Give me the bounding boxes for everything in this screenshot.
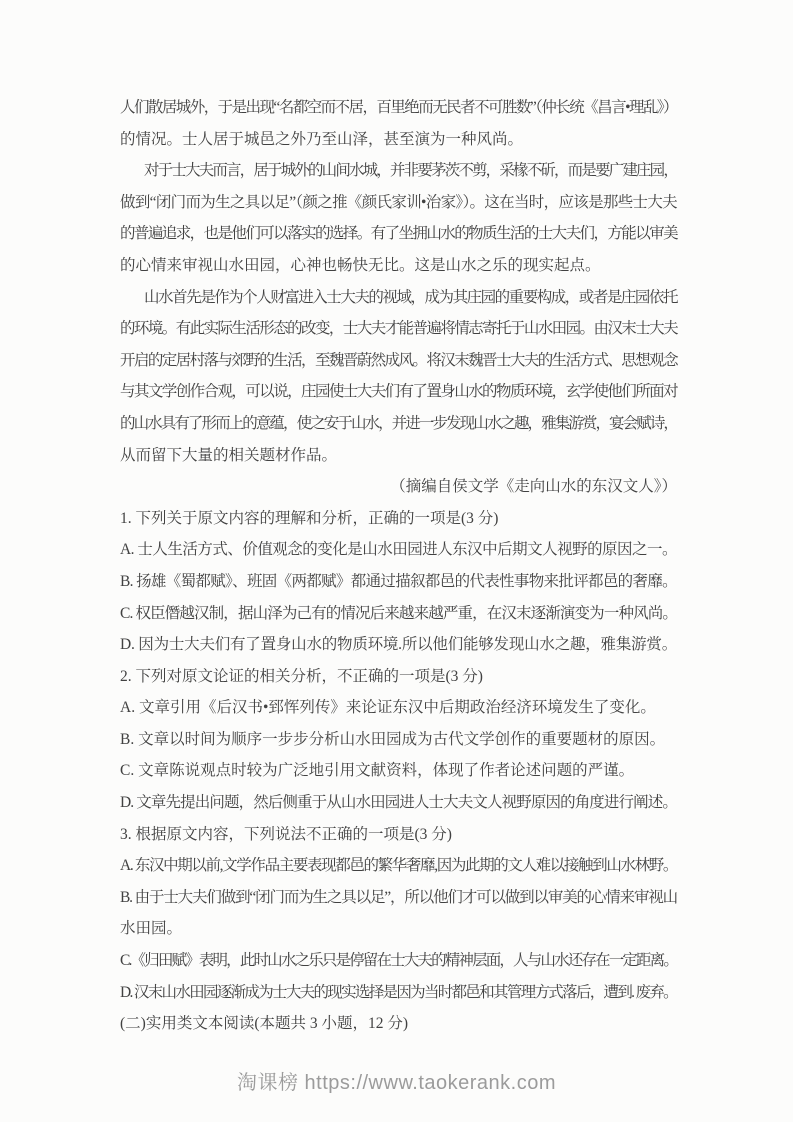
text-line-content: 的山水具有了形而上的意蕴，使之安于山水，并进一步发现山水之趣，雅集游赏，宴会赋诗， bbox=[120, 414, 677, 432]
text-line-content: C.《归田赋》表明，此时山水之乐只是停留在士大夫的精神层面，人与山水还存在一定距离。 bbox=[120, 952, 677, 970]
text-line bbox=[120, 882, 677, 914]
text-line-content: B. 由于士大夫们做到“闭门而为生之具以足”，所以他们才可以做到以审美的心情来审视山 bbox=[120, 888, 677, 906]
text-line-content: B. 文章以时间为顺序一步步分析山水田园成为古代文学创作的重要题材的原因。 bbox=[120, 730, 666, 748]
document-body bbox=[120, 92, 677, 1040]
text-line-content: 的环境。有此实际生活形态的改变，士大夫才能普遍将情志寄托于山水田园。由汉末士大夫 bbox=[120, 320, 677, 338]
text-line-content: C. 权臣僭越汉制，据山泽为己有的情况后来越来越严重，在汉末逐渐演变为一种风尚。 bbox=[120, 604, 677, 622]
text-line-content: 的普遍追求，也是他们可以落实的选择。有了坐拥山水的物质生活的士大夫们，方能以审美 bbox=[120, 225, 677, 243]
text-line bbox=[120, 724, 677, 756]
text-line bbox=[120, 913, 677, 945]
text-line bbox=[120, 313, 677, 345]
text-line bbox=[120, 819, 677, 851]
text-line bbox=[120, 1008, 677, 1040]
text-line-content: 与其文学创作合观，可以说，庄园使士大夫们有了置身山水的物质环境，玄学使他们所面对 bbox=[120, 383, 677, 401]
text-line bbox=[120, 661, 677, 693]
text-line-content: 2. 下列对原文论证的相关分析，不正确的一项是(3 分) bbox=[120, 667, 483, 685]
text-line bbox=[120, 282, 677, 314]
text-line bbox=[120, 471, 677, 503]
text-line bbox=[120, 92, 677, 124]
text-line bbox=[120, 155, 677, 187]
text-line-content: 开启的定居村落与郊野的生活，至魏晋蔚然成风。将汉末魏晋士大夫的生活方式、思想观念 bbox=[120, 351, 677, 369]
text-line-content: A. 士人生活方式、价值观念的变化是山水田园进人东汉中后期文人视野的原因之一。 bbox=[120, 541, 677, 559]
text-line bbox=[120, 376, 677, 408]
text-line bbox=[120, 534, 677, 566]
text-line bbox=[120, 124, 677, 156]
text-line-content: 做到“闭门而为生之具以足”（颜之推《颜氏家训•治家》）。这在当时，应该是那些士大夫 bbox=[120, 193, 677, 211]
text-line bbox=[120, 566, 677, 598]
text-line-content: （摘编自侯文学《走向山水的东汉文人》） bbox=[390, 478, 677, 496]
text-line-content: 的情况。士人居于城邑之外乃至山泽，甚至演为一种风尚。 bbox=[120, 130, 524, 148]
text-line bbox=[120, 503, 677, 535]
text-line bbox=[120, 755, 677, 787]
watermark-footer bbox=[0, 1066, 793, 1095]
watermark-text: 淘课榜 https://www.taokerank.com bbox=[236, 1072, 557, 1094]
text-line bbox=[120, 440, 677, 472]
text-line-content: 从而留下大量的相关题材作品。 bbox=[120, 446, 338, 464]
text-line bbox=[120, 977, 677, 1009]
text-line-content: A. 文章引用《后汉书•郅恽列传》来论证东汉中后期政治经济环境发生了变化。 bbox=[120, 699, 656, 717]
text-line-content: B. 扬雄《蜀都赋》、班固《两都赋》都通过描叙都邑的代表性事物来批评都邑的奢靡。 bbox=[120, 572, 677, 590]
text-line-content: D. 文章先提出问题，然后侧重于从山水田园进人士大夫文人视野原因的角度进行阐述。 bbox=[120, 794, 677, 812]
text-line-content: D. 汉末山水田园逐渐成为士大夫的现实选择是因为当时都邑和其管理方式落后，遭到. 废弃。 bbox=[120, 983, 677, 1001]
text-line bbox=[120, 787, 677, 819]
text-line bbox=[120, 218, 677, 250]
text-line-content: 1. 下列关于原文内容的理解和分析，正确的一项是(3 分) bbox=[120, 509, 499, 527]
text-line-content: 对于士大夫而言，居于城外的山间水城，并非要茅茨不剪，采椽不斫，而是要广建庄园， bbox=[144, 162, 677, 180]
text-line bbox=[120, 187, 677, 219]
text-line bbox=[120, 250, 677, 282]
text-line bbox=[120, 945, 677, 977]
text-line-content: 山水首先是作为个人财富进入士大夫的视域，成为其庄园的重要构成，或者是庄园依托 bbox=[144, 288, 677, 306]
text-line-content: 人们散居城外，于是出现“名都空而不居，百里绝而无民者不可胜数”（仲长统《昌言•理乱》） bbox=[120, 99, 677, 116]
text-line bbox=[120, 692, 677, 724]
text-line-content: 的心情来审视山水田园，心神也畅快无比。这是山水之乐的现实起点。 bbox=[120, 256, 601, 274]
text-line bbox=[120, 598, 677, 630]
text-line bbox=[120, 850, 677, 882]
text-line-content: (二)实用类文本阅读(本题共 3 小题，12 分) bbox=[120, 1015, 409, 1033]
text-line-content: D. 因为士大夫们有了置身山水的物质环境.所以他们能够发现山水之趣，雅集游赏。 bbox=[120, 636, 677, 654]
text-line-content: 水田园。 bbox=[120, 920, 183, 938]
text-line bbox=[120, 629, 677, 661]
text-line bbox=[120, 408, 677, 440]
text-line-content: C. 文章陈说观点时较为广泛地引用文献资料，体现了作者论述问题的严谨。 bbox=[120, 762, 635, 780]
text-line-content: A. 东汉中期以前,文学作品主要表现都邑的繁华奢靡,因为此期的文人难以接触到山水林野。 bbox=[120, 857, 677, 875]
text-line-content: 3. 根据原文内容，下列说法不正确的一项是(3 分) bbox=[120, 825, 452, 843]
text-line bbox=[120, 345, 677, 377]
